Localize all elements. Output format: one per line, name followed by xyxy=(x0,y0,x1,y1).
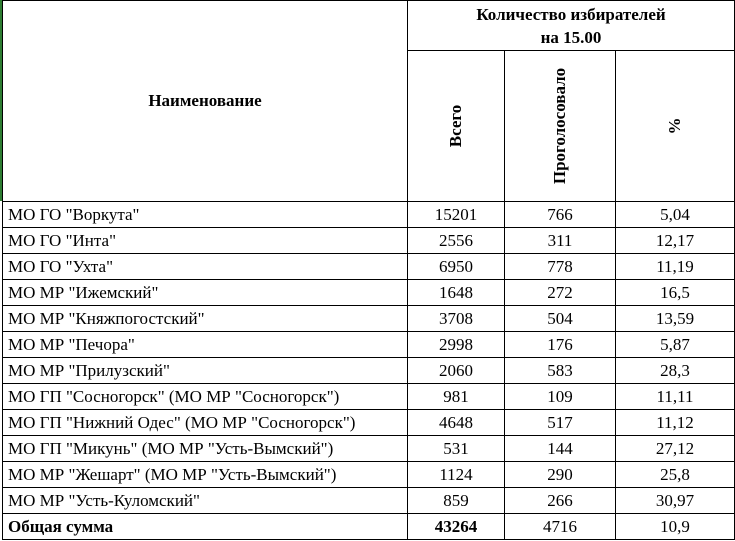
row-percent-cell[interactable]: 11,11 xyxy=(616,384,735,410)
table-row xyxy=(3,436,735,462)
row-voted-cell[interactable]: 290 xyxy=(505,462,616,488)
table-row xyxy=(3,358,735,384)
table-row xyxy=(3,410,735,436)
row-percent-cell[interactable]: 5,87 xyxy=(616,332,735,358)
totals-row xyxy=(3,514,735,540)
turnout-table xyxy=(2,0,735,540)
row-percent-cell[interactable]: 28,3 xyxy=(616,358,735,384)
row-voted-cell[interactable]: 778 xyxy=(505,254,616,280)
row-total-cell[interactable]: 2060 xyxy=(408,358,505,384)
table-row xyxy=(3,280,735,306)
header-voted-cell[interactable] xyxy=(505,51,616,202)
row-name-cell[interactable]: МО ГО "Воркута" xyxy=(3,202,408,228)
row-name-cell[interactable]: МО ГП "Нижний Одес" (МО МР "Сосногорск") xyxy=(3,410,408,436)
row-voted-cell[interactable]: 311 xyxy=(505,228,616,254)
row-total-cell[interactable]: 2998 xyxy=(408,332,505,358)
table-row xyxy=(3,332,735,358)
row-total-cell[interactable]: 2556 xyxy=(408,228,505,254)
table-row xyxy=(3,488,735,514)
row-name-cell[interactable]: МО ГП "Сосногорск" (МО МР "Сосногорск") xyxy=(3,384,408,410)
totals-voted-cell[interactable]: 4716 xyxy=(505,514,616,540)
row-voted-cell[interactable]: 109 xyxy=(505,384,616,410)
row-total-cell[interactable]: 531 xyxy=(408,436,505,462)
table-row xyxy=(3,254,735,280)
header-percent-label: % xyxy=(665,117,684,135)
row-total-cell[interactable]: 6950 xyxy=(408,254,505,280)
row-name-cell[interactable]: МО ГП "Микунь" (МО МР "Усть-Вымский") xyxy=(3,436,408,462)
row-voted-cell[interactable]: 144 xyxy=(505,436,616,462)
row-percent-cell[interactable]: 11,12 xyxy=(616,410,735,436)
row-voted-cell[interactable]: 176 xyxy=(505,332,616,358)
header-voted-label: Проголосовало xyxy=(550,67,569,185)
header-group-cell[interactable] xyxy=(408,1,735,51)
row-name-cell[interactable]: МО МР "Ижемский" xyxy=(3,280,408,306)
row-voted-cell[interactable]: 517 xyxy=(505,410,616,436)
row-total-cell[interactable]: 3708 xyxy=(408,306,505,332)
row-name-cell[interactable]: МО МР "Печора" xyxy=(3,332,408,358)
row-percent-cell[interactable]: 25,8 xyxy=(616,462,735,488)
header-total-label: Всего xyxy=(446,104,465,148)
row-percent-cell[interactable]: 5,04 xyxy=(616,202,735,228)
header-group-line2: на 15.00 xyxy=(540,27,602,47)
header-name-cell[interactable] xyxy=(3,1,408,202)
row-name-cell[interactable]: МО МР "Прилузский" xyxy=(3,358,408,384)
row-percent-cell[interactable]: 16,5 xyxy=(616,280,735,306)
row-percent-cell[interactable]: 12,17 xyxy=(616,228,735,254)
row-voted-cell[interactable]: 504 xyxy=(505,306,616,332)
row-total-cell[interactable]: 859 xyxy=(408,488,505,514)
row-percent-cell[interactable]: 13,59 xyxy=(616,306,735,332)
header-percent-cell[interactable] xyxy=(616,51,735,202)
totals-total-cell[interactable]: 43264 xyxy=(408,514,505,540)
row-name-cell[interactable]: МО МР "Княжпогостский" xyxy=(3,306,408,332)
row-total-cell[interactable]: 981 xyxy=(408,384,505,410)
row-percent-cell[interactable]: 11,19 xyxy=(616,254,735,280)
row-voted-cell[interactable]: 272 xyxy=(505,280,616,306)
row-voted-cell[interactable]: 266 xyxy=(505,488,616,514)
totals-label-cell[interactable]: Общая сумма xyxy=(3,514,408,540)
row-percent-cell[interactable]: 30,97 xyxy=(616,488,735,514)
row-name-cell[interactable]: МО МР "Усть-Куломский" xyxy=(3,488,408,514)
row-name-cell[interactable]: МО ГО "Инта" xyxy=(3,228,408,254)
row-total-cell[interactable]: 1648 xyxy=(408,280,505,306)
table-row xyxy=(3,306,735,332)
table-row xyxy=(3,462,735,488)
row-total-cell[interactable]: 4648 xyxy=(408,410,505,436)
table-row xyxy=(3,228,735,254)
row-voted-cell[interactable]: 766 xyxy=(505,202,616,228)
row-total-cell[interactable]: 15201 xyxy=(408,202,505,228)
table-row xyxy=(3,384,735,410)
header-row-group xyxy=(3,1,735,51)
row-name-cell[interactable]: МО МР "Жешарт" (МО МР "Усть-Вымский") xyxy=(3,462,408,488)
table-row xyxy=(3,202,735,228)
header-name-label: Наименование xyxy=(148,91,262,110)
row-name-cell[interactable]: МО ГО "Ухта" xyxy=(3,254,408,280)
row-voted-cell[interactable]: 583 xyxy=(505,358,616,384)
totals-percent-cell[interactable]: 10,9 xyxy=(616,514,735,540)
header-total-cell[interactable] xyxy=(408,51,505,202)
row-total-cell[interactable]: 1124 xyxy=(408,462,505,488)
header-group-line1: Количество избирателей xyxy=(476,4,666,24)
row-percent-cell[interactable]: 27,12 xyxy=(616,436,735,462)
